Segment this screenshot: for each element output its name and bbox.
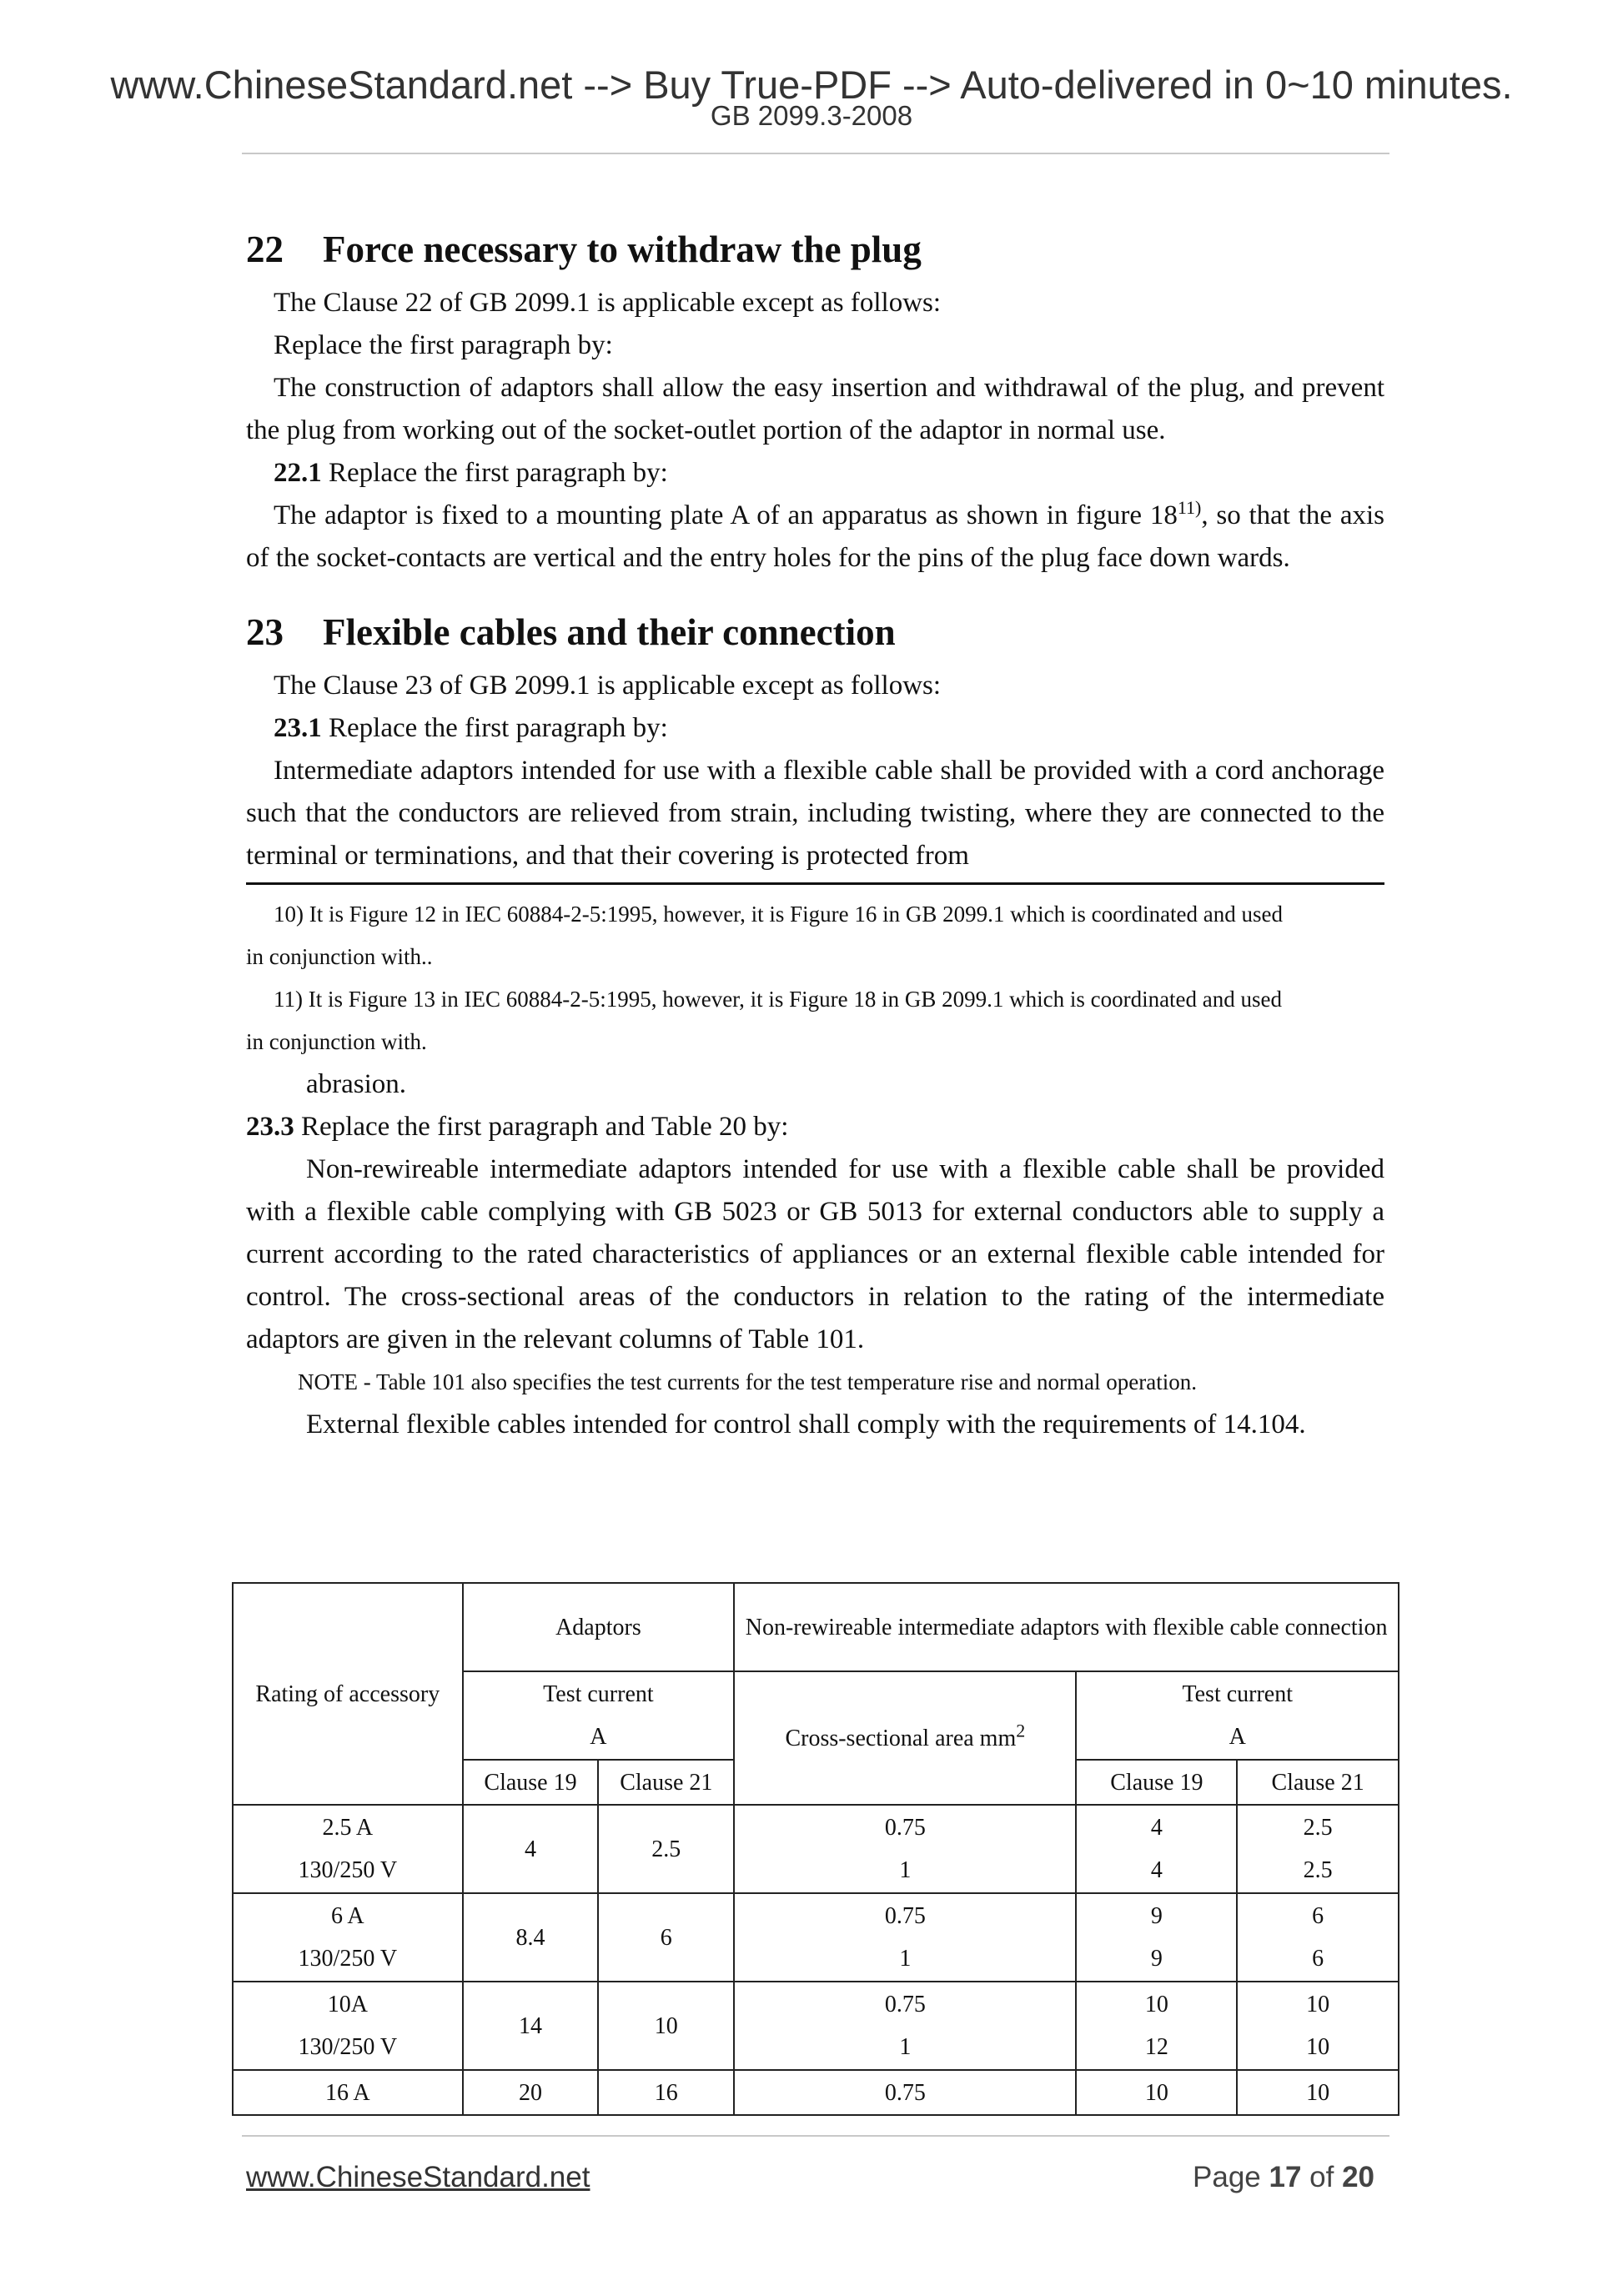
section-22-heading [246,224,1384,275]
paragraph: Replace the first paragraph by: [274,330,613,360]
header-test-current [463,1671,735,1760]
cell-text: 10A [327,1992,368,2017]
cell-adaptor-clause-19: 20 [463,2070,599,2115]
paragraph-text: The adaptor is fixed to a mounting plate A of an apparatus as shown in figure 18 [274,500,1178,530]
page-label: Page [1193,2161,1269,2193]
cell-area [734,1982,1076,2070]
header-clause-21: Clause 21 [1237,1760,1399,1805]
page-total: 20 [1342,2161,1374,2193]
cell-clause-21 [1237,1805,1399,1893]
footnote-divider [246,882,1384,885]
paragraph: The construction of adaptors shall allow the easy insertion and withdrawal of the plug, and prevent the plug from working out of the socket-outlet portion of the adaptor in normal use. [246,373,1384,445]
paragraph: The Clause 22 of GB 2099.1 is applicable except as follows: [274,288,942,318]
section-23-heading [246,606,1384,658]
paragraph: The Clause 23 of GB 2099.1 is applicable except as follows: [274,671,942,701]
cell-clause-19 [1076,1982,1237,2070]
table-header-row [233,1583,1399,1671]
section-title: Flexible cables and their connection [323,611,896,653]
cell-rating [233,1805,463,1893]
page-of-label: of [1301,2161,1343,2193]
paragraph: Intermediate adaptors intended for use with a flexible cable shall be provided with a cord anchorage such that the conductors are relieved from strain, including twisting, where they are connected to the terminal or terminations, and that their covering is protected from [246,756,1384,871]
footer-website-link[interactable]: www.ChineseStandard.net [246,2161,590,2193]
header-cross-section [734,1671,1076,1805]
cell-text: 12 [1144,2034,1168,2060]
cell-clause-19: 10 [1076,2070,1237,2115]
footnote-11-cont: in conjunction with. [246,1029,427,1054]
header-clause-21: Clause 21 [598,1760,734,1805]
footnote-10: 10) It is Figure 12 in IEC 60884-2-5:1995, however, it is Figure 16 in GB 2099.1 which is coordinated and used [274,902,1284,927]
cell-clause-21 [1237,1982,1399,2070]
page-indicator [1193,2161,1374,2194]
cell-area: 0.75 [734,2070,1076,2115]
section-number: 23 [246,611,284,653]
cell-text: 4 [1150,1857,1163,1883]
cell-text: 0.75 [884,1992,926,2017]
cell-text: 2.5 [1303,1857,1333,1883]
table-row [233,2070,1399,2115]
document-code: GB 2099.3-2008 [710,100,913,131]
paragraph-text: , so that the axis of the socket-contacts are vertical and the entry holes for the pins of the plug face down wards. [246,500,1384,573]
cell-text: 0.75 [884,1815,926,1841]
paragraph-continuation: abrasion. [306,1069,407,1099]
cell-rating [233,1893,463,1982]
cell-rating [233,1982,463,2070]
cell-text: 130/250 V [298,2034,398,2060]
header-test-current [1076,1671,1399,1760]
footnote-11: 11) It is Figure 13 in IEC 60884-2-5:1995, however, it is Figure 18 in GB 2099.1 which is coordinated and used [274,987,1283,1012]
note: NOTE - Table 101 also specifies the test currents for the test temperature rise and normal operation. [298,1369,1197,1394]
subclause-number: 23.1 [274,713,322,743]
header-non-rewireable: Non-rewireable intermediate adaptors with flexible cable connection [734,1583,1399,1671]
subclause-number: 23.3 [246,1112,294,1142]
cell-area [734,1893,1076,1982]
cell-text: 2.5 [1303,1815,1333,1841]
cell-text: 6 [1312,1946,1324,1972]
cell-adaptor-clause-21: 6 [598,1893,734,1982]
cell-text: 10 [1306,1992,1330,2017]
cell-text: 6 [1312,1903,1324,1929]
paragraph [246,495,1384,580]
cell-text: 9 [1150,1946,1163,1972]
table-row [233,1982,1399,2070]
subclause-23-1 [246,707,1384,750]
cell-text: 0.75 [884,1903,926,1929]
header-unit: A [1229,1724,1246,1750]
cell-text: 1 [899,1946,912,1972]
header-clause-19: Clause 19 [463,1760,599,1805]
cell-text: 10 [1306,2034,1330,2060]
cell-text: 2.5 A [322,1815,374,1841]
section-number: 22 [246,229,284,270]
header-text: Cross-sectional area mm [785,1725,1017,1751]
cell-text: 130/250 V [298,1946,398,1972]
header-divider [242,153,1389,154]
footnote-10-cont: in conjunction with.. [246,944,433,969]
subclause-23-3 [246,1106,1384,1148]
footnote-ref: 11) [1177,497,1202,518]
cell-text: 4 [1150,1815,1163,1841]
subclause-text: Replace the first paragraph by: [321,458,668,488]
table-101 [232,1582,1399,2116]
subclause-text: Replace the first paragraph and Table 20 by: [294,1112,789,1142]
cell-text: 130/250 V [298,1857,398,1883]
page-number: 17 [1269,2161,1302,2193]
cell-adaptor-clause-21: 2.5 [598,1805,734,1893]
cell-text: 9 [1150,1903,1163,1929]
cell-adaptor-clause-19: 8.4 [463,1893,599,1982]
cell-text: 1 [899,2034,912,2060]
table-row [233,1805,1399,1893]
header-unit: A [590,1724,607,1750]
cell-clause-19 [1076,1893,1237,1982]
subclause-text: Replace the first paragraph by: [321,713,668,743]
top-banner[interactable]: www.ChineseStandard.net --> Buy True-PDF --> Auto-delivered in 0~10 minutes. [110,63,1513,107]
page-body [246,224,1384,1446]
cell-clause-21 [1237,1893,1399,1982]
cell-adaptor-clause-19: 14 [463,1982,599,2070]
cell-adaptor-clause-21: 10 [598,1982,734,2070]
header-text: Test current [1182,1681,1294,1707]
header-rating: Rating of accessory [233,1583,463,1805]
cell-adaptor-clause-19: 4 [463,1805,599,1893]
table-row [233,1893,1399,1982]
cell-clause-19 [1076,1805,1237,1893]
subclause-22-1 [246,452,1384,495]
subclause-number: 22.1 [274,458,322,488]
header-text: Test current [543,1681,654,1707]
header-superscript: 2 [1016,1720,1026,1741]
paragraph: External flexible cables intended for control shall comply with the requirements of 14.104. [306,1409,1306,1439]
header-adaptors: Adaptors [463,1583,735,1671]
header-clause-19: Clause 19 [1076,1760,1237,1805]
cell-text: 10 [1144,1992,1168,2017]
cell-clause-21: 10 [1237,2070,1399,2115]
cell-area [734,1805,1076,1893]
paragraph: Non-rewireable intermediate adaptors intended for use with a flexible cable shall be provided with a flexible cable complying with GB 5023 or GB 5013 for external conductors able to supply a current according to the rated characteristics of appliances or an external flexible cable intended for control. The cross-sectional areas of the conductors in relation to the rating of the intermediate adaptors are given in the relevant columns of Table 101. [246,1154,1384,1354]
cell-rating: 16 A [233,2070,463,2115]
section-title: Force necessary to withdraw the plug [323,229,922,270]
footer-divider [242,2135,1389,2137]
cell-text: 6 A [330,1903,364,1929]
cell-text: 1 [899,1857,912,1883]
cell-adaptor-clause-21: 16 [598,2070,734,2115]
